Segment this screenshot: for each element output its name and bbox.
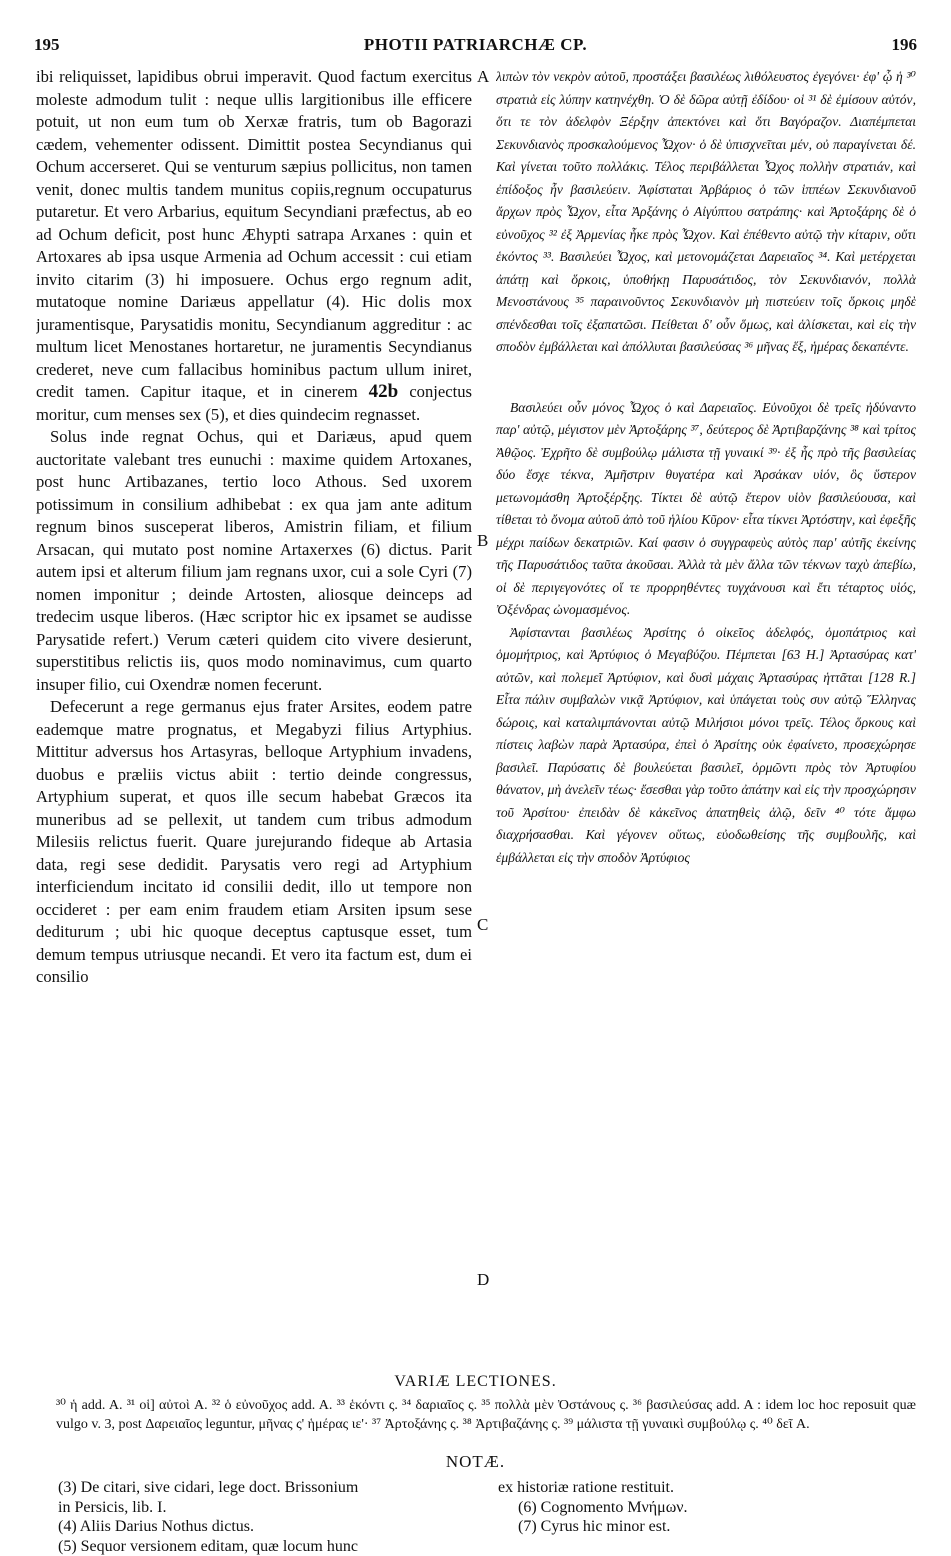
latin-paragraph-1 [36,66,472,426]
note-3: (3) De citari, sive cidari, lege doct. Brissonium [58,1478,358,1498]
note-3-cont: in Persicis, lib. I. [58,1498,358,1518]
notes-right [498,1478,688,1537]
variae-lectiones-text: ³⁰ ἡ add. A. ³¹ οἱ] αὐτοὶ A. ³² ὁ εὐνοῦχος add. A. ³³ ἑκόντι ς. ³⁴ δαριαῖος ς. ³⁵ πολλὰ μὲν Ὀστάνους ς. ³⁶ βασιλεύσας add. A : idem loc hoc reposuit quæ vulgo v. 3, post Δαρειαῖος leguntur, μῆνας ς' ἡμέρας ιε'· ³⁷ Ἀρτοξάνης ς. ³⁸ Ἀρτιβαζάνης ς. ³⁹ μάλιστα τῇ γυναικὶ συμβούλῳ ς. ⁴⁰ δεῖ A. [56,1396,916,1434]
greek-column [496,66,916,1366]
note-7: (7) Cyrus hic minor est. [498,1517,688,1537]
latin-column [36,66,472,1366]
section-marker-d: D [477,1270,489,1290]
section-marker-a: A [477,67,489,87]
latin-text-1-end: conjectus moritur, cum menses sex (5), et dies quindecim regnasset. [36,382,472,424]
variae-lectiones-heading: VARIÆ LECTIONES. [0,1373,951,1391]
section-marker-b: B [477,531,488,551]
running-title: PHOTII PATRIARCHÆ CP. [34,35,917,55]
page-header [34,35,917,61]
notes-left [58,1478,358,1556]
latin-text-1: ibi reliquisset, lapidibus obrui imperavit. Quod factum exercitus moleste admodum tulit : neque ullis largitionibus ille efficere potuit, ut non eum tum ob Xerxæ fratris, tum ob Bagorazi cædem, vehementer odissent. Dimittit postea Secyndianus qui Ochum accerseret. Qui se venturum sæpius pollicitus, non tamen venit, donec multis tandem munitus copiis,regnum occupaturus putaretur. Et vero Arbarius, equitum Secyndiani præfectus, ab eo ad Ochum deficit, post hunc Æhypti satrapa Arxanes : quin et Artoxares ab ipsa usque Armenia ad Ochum accessit : cui etiam invito citarim (3) hi imposuere. Ochus ergo regnum adit, mutatoque nomine Dariæus appellatur (4). Hic dolis mox juramentisque, Parysatidis monitu, Secyndianum aggreditur : ac multum licet Menostanes hortaretur, ne juramentis Secyndianus crederet, neve cum fallacibus hominibus pactum ullum iniret, credit tamen. Capitur itaque, et in cinerem [36,67,472,401]
note-5: (5) Sequor versionem editam, quæ locum hunc [58,1537,358,1556]
note-5-cont: ex historiæ ratione restituit. [498,1478,688,1498]
page-number-left: 195 [34,35,60,55]
section-marker-c: C [477,915,488,935]
greek-paragraph-1: λιπὼν τὸν νεκρὸν αὐτοῦ, προστάξει βασιλέως λιθόλευστος ἐγεγόνει· ἐφ' ᾧ ἡ ³⁰ στρατιὰ εἰς λύπην κατηνέχθη. Ὁ δὲ δῶρα αὐτῇ ἐδίδου· οἱ ³¹ δὲ ἐμίσουν αὐτόν, ὅτι τε τὸν ἀδελφὸν Ξέρξην ἀπεκτόνει καὶ ὅτι Βαγόραζον. Διαπέμπεται Σεκυνδιανὸς προσκαλούμενος Ὦχον· ὁ δὲ ὑπισχνεῖται μέν, οὐ παραγίνεται δέ. Καὶ γίνεται τοῦτο πολλάκις. Τέλος περιβάλλεται Ὦχος πολλὴν στρατιάν, καὶ ἐπίδοξος ἦν βασιλεύειν. Ἀφίσταται Ἀρβάριος ὁ τῶν ἱππέων Σεκυνδιανοῦ ἄρχων πρὸς Ὦχον, εἶτα Ἀρξάνης ὁ Αἰγύπτου σατράπης· καὶ Ἀρτοξάρης δὲ ὁ εὐνοῦχος ³² ἐξ Ἀρμενίας ἧκε πρὸς Ὦχον. Καὶ ἐπέθεντο αὐτῷ τὴν κίταριν, οὔτι ἑκόντος ³³. Βασιλεύει Ὦχος, καὶ μετονομάζεται Δαρειαῖος ³⁴. Καὶ μετέρχεται ἀπάτῃ καὶ ὅρκοις, ὑποθήκῃ Παρυσάτιδος, τὸν Σεκυνδιανόν, πολλὰ Μενοστάνους ³⁵ παραινοῦντος Σεκυνδιανὸν μὴ πιστεύειν τοῖς ὅρκοις μηδὲ σπένδεσθαι τοῖς ἐξαπατῶσι. Πείθεται δ' οὖν ὅμως, καὶ ἁλίσκεται, καὶ εἰς τὴν σποδὸν ἐμβάλλεται καὶ ἀπόλλυται βασιλεύσας ³⁶ μῆνας ἕξ, ἡμέρας δεκαπέντε. [496,66,916,359]
folio-mark: 42b [369,381,399,402]
latin-paragraph-2: Solus inde regnat Ochus, qui et Dariæus, apud quem auctoritate valebant tres eunuchi : maxime quidem Artoxanes, post hunc Artibazanes, tertio loco Athous. Sed uxorem potissimum in consilium adhibebat : ex qua jam ante aditum regnum binos susceperat liberos, Amistrin filiam, et filium Arsacan, qui mutato post nomine Artaxerxes (6) dictus. Parit autem ipsi et alterum filium jam regnans uxor, cui a sole Cyri (7) nomen imponitur ; deinde Artosten, aliosque deinceps ad tredecim usque liberos. (Hæc scriptor hic ex ipsamet se audisse Parysatide refert.) Verum cæteri quidem cito vivere desierunt, superstitibus relictis iis, quos modo nominavimus, cum quarto insuper filio, cui Oxendræ nomen fecerunt. [36,426,472,696]
note-4: (4) Aliis Darius Nothus dictus. [58,1517,358,1537]
page-number-right: 196 [892,35,918,55]
greek-paragraph-2: Βασιλεύει οὖν μόνος Ὦχος ὁ καὶ Δαρειαῖος. Εὐνοῦχοι δὲ τρεῖς ἠδύναντο παρ' αὐτῷ, μέγιστον μὲν Ἀρτοξάρης ³⁷, δεύτερος δὲ Ἀρτιβαρζάνης ³⁸ καὶ τρίτος Ἀθῷος. Ἐχρῆτο δὲ συμβούλῳ μάλιστα τῇ γυναικί ³⁹· ἐξ ἧς πρὸ τῆς βασιλείας δύο ἔσχε τέκνα, Ἀμῆστριν θυγατέρα καὶ Ἀρσάκαν υἱόν, ὃς ὕστερον μετωνομάσθη Ἀρτοξέρξης. Τίκτει δὲ αὐτῷ ἕτερον υἱὸν βασιλεύουσα, καὶ τίθεται τὸ ὄνομα αὐτοῦ ἀπὸ τοῦ ἡλίου Κῦρον· εἶτα τίκνει Ἀρτόστην, καὶ ἐφεξῆς μέχρι παίδων δεκατριῶν. Καί φασιν ὁ συγγραφεὺς αὐτὸς παρ' αὐτῆς ἐκείνης τῆς Παρυσάτιδος ταῦτα ἀκοῦσαι. Ἀλλὰ τὰ μὲν ἄλλα τῶν τέκνων ταχὺ ἀπεβίω, οἱ δὲ περιγεγονότες οἵ τε προρρηθέντες τυγχάνουσι καὶ ἔτι τέταρτος υἱός, Ὀξένδρας ὠνομασμένος. [496,397,916,622]
note-6: (6) Cognomento Μνήμων. [498,1498,688,1518]
notae-heading: NOTÆ. [0,1452,951,1472]
latin-paragraph-3: Defecerunt a rege germanus ejus frater Arsites, eodem patre eademque matre prognatus, et Megabyzi filius Artyphius. Mittitur adversus hos Artasyras, belloque Artyphium invadens, duobus e præliis victus abiit : tertio deinde congressus, Artyphium superat, et quos ille secum habebat Græcos ita muneribus ad se pellexit, ut tandem cum tribus admodum Milesiis relictus fuerit. Quare jurejurando fideque ab Artasia data, regi sese dedidit. Parysatis vero regi ad Artyphium interficiendum incitato id consilii dedit, illo ut tempore non occideret : per eam enim fraudem etiam Arsiten ipsum sese dediturum ; ubi hic quoque deceptus captusque esset, tum demum tempus utriusque necandi. Et vero ita factum est, dum ei consilio [36,696,472,989]
greek-paragraph-3: Ἀφίστανται βασιλέως Ἀρσίτης ὁ οἰκεῖος ἀδελφός, ὁμοπάτριος καὶ ὁμομήτριος, καὶ Ἀρτύφιος ὁ Μεγαβύζου. Πέμπεται [63 H.] Ἀρτασύρας κατ' αὐτῶν, καὶ πολεμεῖ Ἀρτύφιον, καὶ δυσὶ μάχαις Ἀρτασύρας ἡττᾶται [128 R.] Εἶτα πάλιν συμβαλὼν νικᾷ Ἀρτύφιον, καὶ ὑπάγεται τοὺς συν αὐτῷ Ἕλληνας δώροις, καὶ καταλιμπάνονται αὐτῷ Μιλήσιοι μόνοι τρεῖς. Τέλος ὅρκους καὶ πίστεις λαβὼν παρὰ Ἀρτασύρα, ἐπεὶ ὁ Ἀρσίτης οὐκ ἐφαίνετο, προσεχώρησε βασιλεῖ. Παρύσατις δὲ βουλεύεται βασιλεῖ, ὁρμῶντι πρὸς τὸν Ἀρτυφίου θάνατον, μὴ ἀνελεῖν τέως· ἔσεσθαι γὰρ τοῦτο ἀπάτην καὶ εἰς τὴν προσχώρησιν τοῦ Ἀρσίτου· ἐπειδὰν δὲ κἀκεῖνος ἀπατηθεὶς ἁλῷ, δεῖν ⁴⁰ τότε ἄμφω διαχρήσασθαι. Καὶ γέγονεν οὕτως, εὐοδωθείσης τῆς συμβουλῆς, καὶ ἐμβάλλεται εἰς τὴν σποδὸν Ἀρτύφιος [496,622,916,870]
